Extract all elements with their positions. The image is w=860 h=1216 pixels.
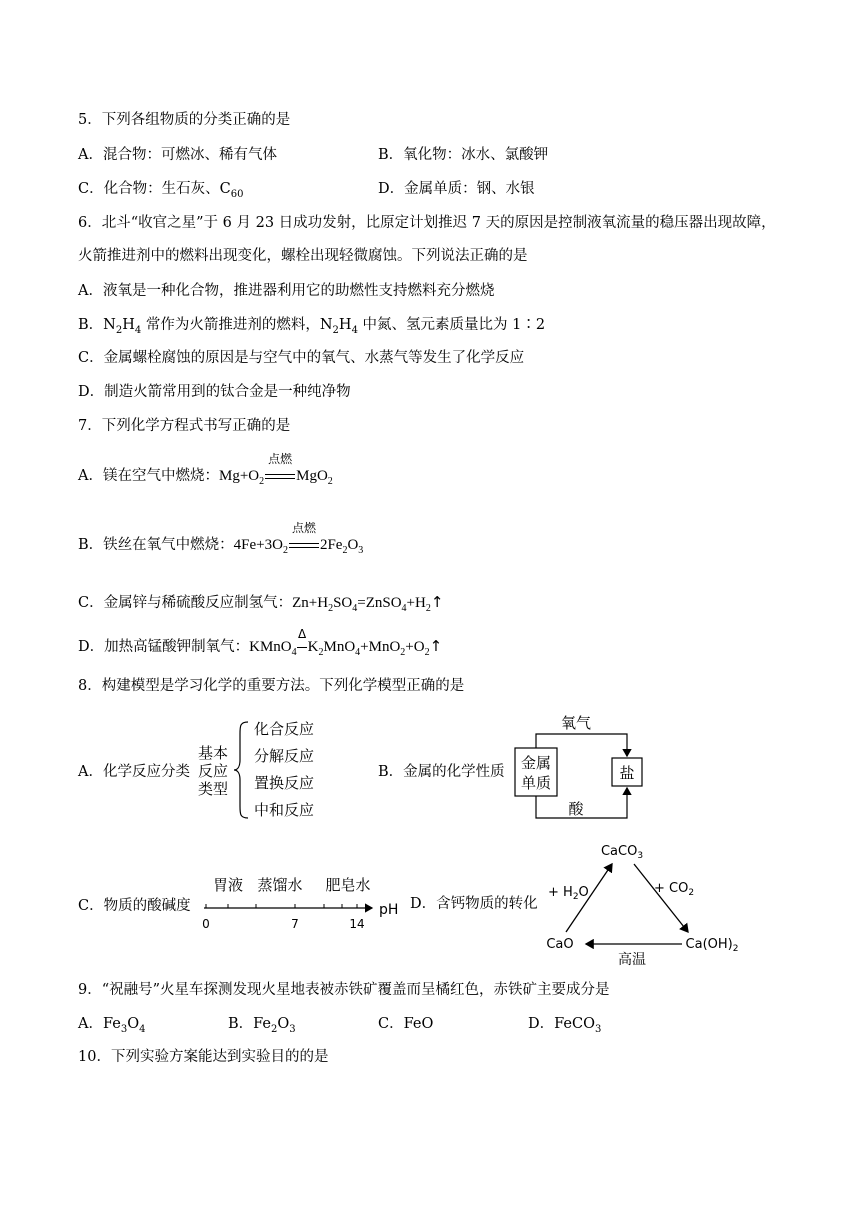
q6-option-a: A．液氧是一种化合物，推进器利用它的助燃性支持燃料充分燃烧 [78, 283, 495, 299]
q5-stem: 5．下列各组物质的分类正确的是 [78, 112, 291, 128]
distilled-water-label: 蒸馏水 [257, 876, 303, 894]
q7-option-b: B．铁丝在氧气中燃烧：$4Fe+3O_2$ 点燃 $2Fe_2O_3$ [78, 521, 364, 556]
ph-tick-7: 7 [291, 917, 299, 931]
q8-stem: 8．构建模型是学习化学的重要方法。下列化学模型正确的是 [78, 678, 465, 694]
q9-option-a: A．$Fe_3O_4$ [78, 1016, 146, 1035]
caoh2-label: $Ca(OH)_2$ [685, 937, 739, 954]
ph-axis-label: pH [379, 902, 399, 918]
stomach-acid-label: 胃液 [212, 876, 244, 894]
high-temp-label: 高温 [618, 952, 646, 968]
reaction-type-item: 置换反应 [254, 774, 315, 792]
metal-element-label: 金属 [520, 754, 552, 772]
q5-option-b: B．氧化物：冰水、氯酸钾 [378, 147, 549, 163]
reaction-type-group-line: 类型 [198, 780, 229, 798]
q9-stem: 9．“祝融号”火星车探测发现火星地表被赤铁矿覆盖而呈橘红色，赤铁矿主要成分是 [78, 982, 610, 998]
reaction-type-group-line: 基本 [198, 744, 229, 762]
q8-option-c-label: C．物质的酸碱度 [78, 898, 191, 914]
q7-option-c: C．金属锌与稀硫酸反应制氢气：$Zn+H_2SO_4=ZnSO_4+H_2↑$ [78, 593, 444, 614]
q8-option-a-diagram [196, 714, 336, 824]
cao-label: CaO [546, 937, 574, 952]
q9-option-c: C．FeO [378, 1016, 434, 1032]
ph-tick-14: 14 [349, 917, 365, 931]
q6-option-d: D．制造火箭常用到的钛合金是一种纯净物 [78, 384, 351, 400]
soap-water-label: 肥皂水 [325, 876, 371, 894]
q6-option-c: C．金属螺栓腐蚀的原因是与空气中的氧气、水蒸气等发生了化学反应 [78, 350, 525, 366]
q8-option-c-diagram [196, 872, 406, 934]
reaction-type-item: 中和反应 [254, 801, 315, 819]
q9-option-d: D．FeCO$_3$ [528, 1016, 602, 1035]
q8-option-d-label: D．含钙物质的转化 [410, 896, 538, 912]
q5-option-c: C．化合物：生石灰、$C_{60}$ [78, 181, 244, 200]
oxygen-label: 氧气 [560, 714, 592, 732]
q8-option-d-diagram [542, 838, 752, 968]
q5-option-a: A．混合物：可燃冰、稀有气体 [78, 147, 277, 163]
q6-option-b: B．$N_2H_4$ 常作为火箭推进剂的燃料，$N_2H_4$ 中氮、氢元素质量比为 1∶2 [78, 317, 546, 336]
caco3-label: CaCO$_3$ [600, 844, 644, 861]
q8-option-b-diagram [510, 712, 650, 824]
q6-stem-line2: 火箭推进剂中的燃料出现变化，螺栓出现轻微腐蚀。下列说法正确的是 [78, 248, 528, 264]
q5-option-d: D．金属单质：钢、水银 [378, 181, 535, 197]
q9-option-b: B．$Fe_2O_3$ [228, 1016, 296, 1035]
metal-element-label: 单质 [520, 774, 552, 792]
plus-h2o-label: + $H_2O$ [548, 885, 589, 902]
q7-option-a: A．镁在空气中燃烧：$Mg+O_2$ 点燃 MgO$_2$ [78, 452, 333, 487]
reaction-type-item: 分解反应 [254, 747, 315, 765]
q7-stem: 7．下列化学方程式书写正确的是 [78, 418, 291, 434]
salt-label: 盐 [619, 764, 635, 782]
curly-brace [232, 720, 252, 820]
q8-option-a-label: A．化学反应分类 [78, 764, 190, 780]
q8-option-b-label: B．金属的化学性质 [378, 764, 505, 780]
reaction-type-item: 化合反应 [254, 720, 315, 738]
ph-tick-0: 0 [202, 917, 210, 931]
reaction-type-group-line: 反应 [198, 762, 229, 780]
q10-stem: 10．下列实验方案能达到实验目的的是 [78, 1049, 329, 1065]
acid-label: 酸 [568, 800, 584, 818]
q7-option-d: D．加热高锰酸钾制氧气：KMnO$_4$ Δ $K_2MnO_4+MnO_2+O_2↑$ [78, 627, 443, 658]
q6-stem-line1: 6．北斗“收官之星”于 6 月 23 日成功发射，比原定计划推迟 7 天的原因是控制液氧流量的稳压器出现故障， [78, 215, 776, 231]
plus-co2-label: + $CO_2$ [654, 881, 695, 898]
